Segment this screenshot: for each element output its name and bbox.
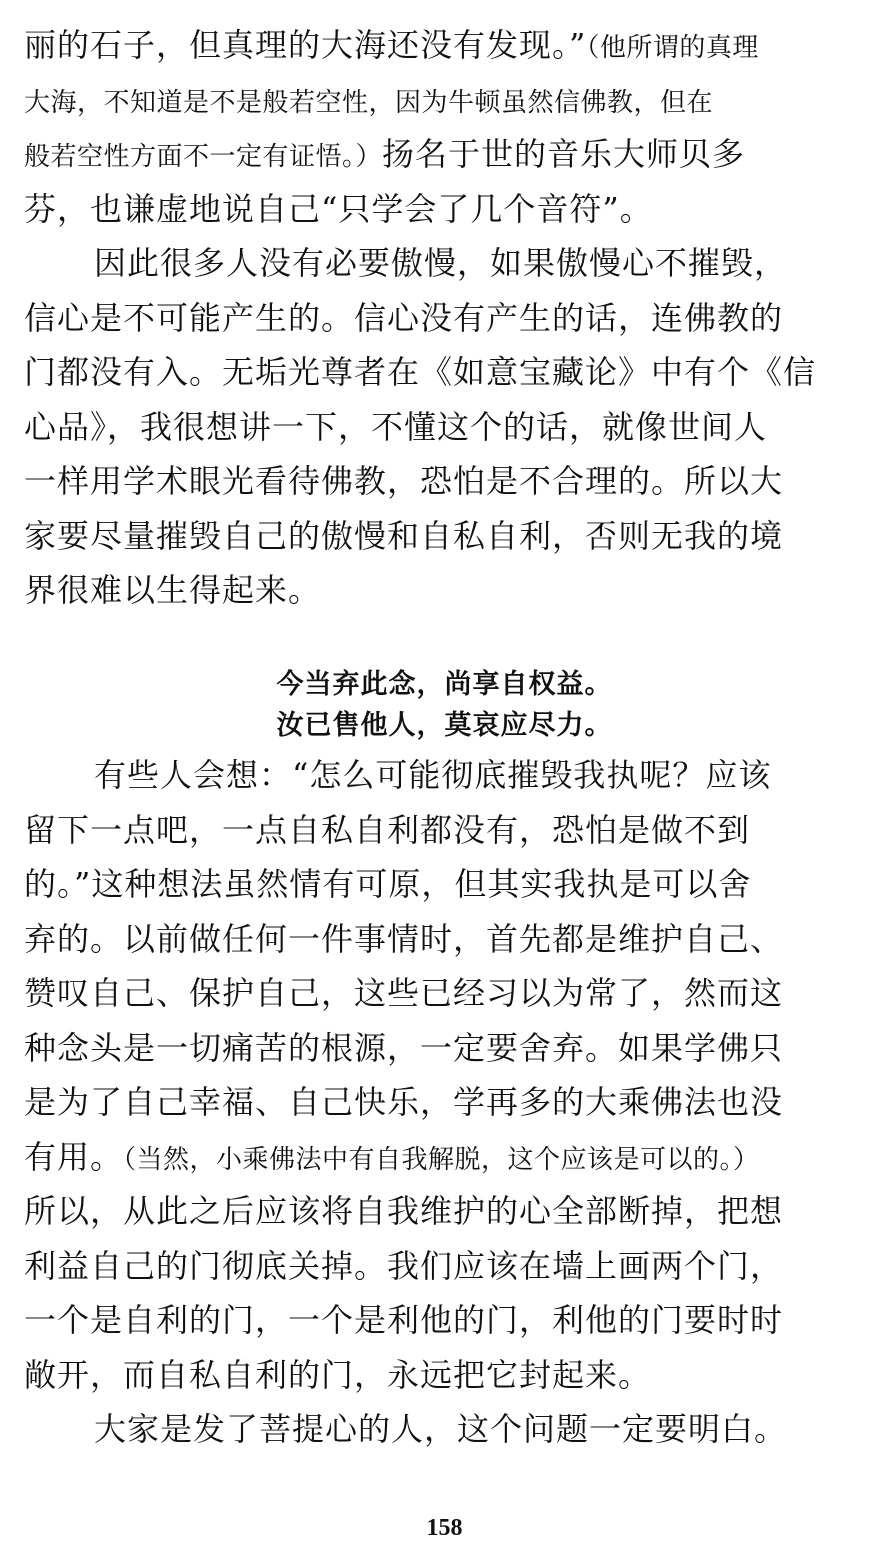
text-line: 赞叹自己、保护自己，这些已经习以为常了，然而这 — [24, 974, 784, 1012]
verse-line-1: 今当弃此念，尚享自权益。 — [276, 669, 613, 700]
text-line — [24, 1130, 866, 1185]
commentary-note: （他所谓的真理 — [586, 33, 759, 63]
text-line: 种念头是一切痛苦的根源，一定要舍弃。如果学佛只 — [24, 1028, 784, 1067]
text-line: 弃的。以前做任何一件事情时，首先都是维护自己、 — [24, 919, 784, 958]
text-line — [24, 18, 866, 73]
text-line — [24, 127, 866, 182]
text-line: 利益自己的门彻底关掉。我们应该在墙上画两个门， — [24, 1246, 784, 1285]
text-line: 一样用学术眼光看待佛教，恐怕是不合理的。所以大 — [24, 462, 784, 500]
text-line: 的。”这种想法虽然情有可原，但其实我执是可以舍 — [24, 865, 752, 903]
main-text: 有用。 — [24, 1137, 124, 1176]
text-line: 界很难以生得起来。 — [24, 571, 322, 609]
main-text: 丽的石子，但真理的大海还没有发现。” — [24, 26, 587, 64]
text-line: 门都没有入。无垢光尊者在《如意宝藏论》中有个《信 — [24, 353, 817, 391]
text-line: 有些人会想：“怎么可能彻底摧毁我执呢？应该 — [94, 756, 772, 794]
commentary-note: 大海，不知道是不是般若空性，因为牛顿虽然信佛教，但在 — [24, 87, 714, 118]
verse-line-2: 汝已售他人，莫哀应尽力。 — [276, 710, 613, 741]
closing-paragraph — [24, 1402, 866, 1457]
commentary-note: 般若空性方面不一定有证悟。） — [24, 142, 383, 172]
text-line: 留下一点吧，一点自私自利都没有，恐怕是做不到 — [24, 810, 751, 849]
page-number: 158 — [426, 1515, 463, 1541]
text-line: 信心是不可能产生的。信心没有产生的话，连佛教的 — [24, 298, 784, 337]
text-line: 是为了自己幸福、自己快乐，学再多的大乘佛法也没 — [24, 1083, 784, 1121]
paragraph-self — [24, 748, 866, 1402]
top-paragraph — [24, 18, 866, 236]
text-line: 因此很多人没有必要傲慢，如果傲慢心不摧毁， — [94, 244, 788, 282]
text-line — [24, 182, 866, 237]
commentary-note: （当然，小乘佛法中有自我解脱，这个应该是可以的。） — [123, 1144, 760, 1175]
text-line: 一个是自利的门，一个是利他的门，利他的门要时时 — [24, 1301, 784, 1339]
text-line: 所以，从此之后应该将自我维护的心全部断掉，把想 — [24, 1192, 784, 1230]
text-line — [24, 73, 866, 128]
main-text: 芬，也谦虚地说自己“只学会了几个音符”。 — [24, 189, 653, 228]
paragraph-pride — [24, 236, 866, 618]
text-line: 心品》，我很想讲一下，不懂这个的话，就像世间人 — [24, 407, 768, 446]
text-line: 家要尽量摧毁自己的傲慢和自私自利，否则无我的境 — [24, 516, 784, 555]
main-text: 扬名于世的音乐大师贝多 — [382, 135, 746, 173]
text-line: 大家是发了菩提心的人，这个问题一定要明白。 — [94, 1410, 788, 1448]
text-line: 敞开，而自私自利的门，永远把它封起来。 — [24, 1355, 652, 1394]
